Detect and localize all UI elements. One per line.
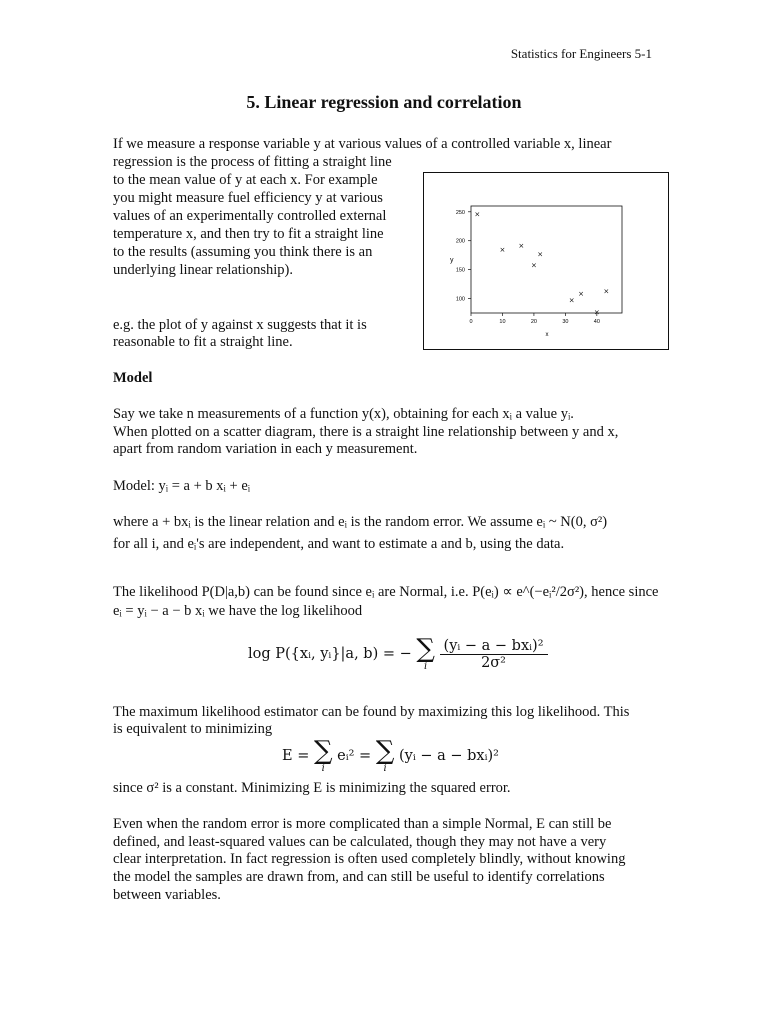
E-rhs: (yᵢ − a − bxᵢ)² (398, 748, 499, 764)
scatter-chart-frame (423, 172, 669, 350)
scatter-chart (424, 173, 668, 349)
model-equation: Model: yᵢ = a + b xᵢ + eᵢ (113, 478, 251, 494)
sum-sign-1 (314, 738, 333, 774)
model-p4-line-2: is equivalent to minimizing (113, 721, 273, 737)
model-p6-line-5: between variables. (113, 887, 221, 903)
loglik-fraction (440, 638, 548, 671)
model-p6-line-3: clear interpretation. In fact regression is often used completely blindly, without knowing (113, 851, 626, 867)
y-tick-label: 150 (455, 267, 465, 274)
x-tick-label: 40 (593, 319, 600, 325)
scatter-point: × (593, 308, 600, 317)
scatter-point: × (474, 210, 481, 219)
x-tick-label: 30 (562, 319, 569, 325)
y-tick-label: 250 (455, 209, 465, 216)
loglik-lhs: log P({xᵢ, yᵢ}|a, b) = − (248, 646, 412, 662)
y-tick-label: 100 (455, 296, 465, 303)
x-tick-label: 20 (530, 319, 537, 325)
scatter-point: × (537, 250, 544, 259)
intro-line-2: regression is the process of fitting a straight line (113, 154, 392, 170)
x-tick-label: 10 (499, 319, 506, 325)
scatter-point: × (499, 245, 506, 254)
model-p2-line-2: for all i, and eᵢ's are independent, and want to estimate a and b, using the data. (113, 536, 565, 552)
x-axis-label: x (545, 332, 549, 338)
intro-line-3: to the mean value of y at each x. For example (113, 172, 378, 188)
sum-index: i (424, 661, 428, 672)
model-p1-line-2: When plotted on a scatter diagram, there is a straight line relationship between y and x, (113, 424, 619, 440)
model-p6-line-4: the model the samples are drawn from, and can still be useful to identify correlations (113, 869, 605, 885)
E-lhs: E = (282, 748, 310, 764)
intro-line-5: values of an experimentally controlled external (113, 208, 387, 224)
scatter-point: × (530, 261, 537, 270)
eg-line-1: e.g. the plot of y against x suggests that it is (113, 317, 367, 333)
model-p6-line-1: Even when the random error is more complicated than a simple Normal, E can still be (113, 816, 612, 832)
sum-sign (416, 636, 435, 672)
intro-line-8: underlying linear relationship). (113, 262, 293, 278)
sum-symbol: ∑ (416, 634, 435, 664)
section-title: 5. Linear regression and correlation (246, 92, 522, 112)
model-p1-line-3: apart from random variation in each y measurement. (113, 441, 418, 457)
intro-line-7: to the results (assuming you think there is an (113, 244, 373, 260)
running-head: Statistics for Engineers 5-1 (510, 46, 652, 61)
model-p1-line-1: Say we take n measurements of a function y(x), obtaining for each xᵢ a value yᵢ. (113, 406, 574, 422)
intro-line-6: temperature x, and then try to fit a straight line (113, 226, 384, 242)
sum-index-1: i (321, 763, 325, 774)
model-heading: Model (113, 370, 153, 386)
intro-line-4: you might measure fuel efficiency y at various (113, 190, 383, 206)
scatter-point: × (568, 296, 575, 305)
model-p6-line-2: defined, and least-squared values can be calculated, though they may not have a very (113, 834, 607, 850)
E-mid: eᵢ² = (337, 748, 372, 764)
model-p5-line-1: since σ² is a constant. Minimizing E is minimizing the squared error. (113, 780, 511, 796)
scatter-point: × (578, 289, 585, 298)
plot-area (471, 206, 622, 313)
squared-error-equation (282, 738, 499, 774)
loglik-numerator: (yᵢ − a − bxᵢ)² (440, 638, 548, 655)
y-axis-label: y (450, 257, 454, 264)
scatter-point: × (603, 287, 610, 296)
y-tick-label: 200 (455, 238, 465, 245)
eg-line-2: reasonable to fit a straight line. (113, 334, 293, 350)
model-p3-line-2: eᵢ = yᵢ − a − b xᵢ we have the log likelihood (113, 603, 363, 619)
x-tick-label: 0 (469, 319, 473, 325)
scatter-point: × (518, 241, 525, 250)
sum-symbol-1: ∑ (313, 736, 333, 766)
model-p4-line-1: The maximum likelihood estimator can be found by maximizing this log likelihood. This (113, 704, 630, 720)
model-p3-line-1: The likelihood P(D|a,b) can be found since eᵢ are Normal, i.e. P(eᵢ) ∝ e^(−eᵢ²/2σ²), hence since (113, 584, 659, 600)
sum-sign-2 (376, 738, 395, 774)
model-p2-line-1: where a + bxᵢ is the linear relation and eᵢ is the random error. We assume eᵢ ~ N(0, σ²) (113, 514, 608, 530)
log-likelihood-equation (248, 636, 548, 672)
sum-symbol-2: ∑ (375, 736, 395, 766)
loglik-denominator: 2σ² (481, 654, 506, 671)
intro-line-1: If we measure a response variable y at various values of a controlled variable x, linear (113, 136, 612, 152)
sum-index-2: i (383, 763, 387, 774)
